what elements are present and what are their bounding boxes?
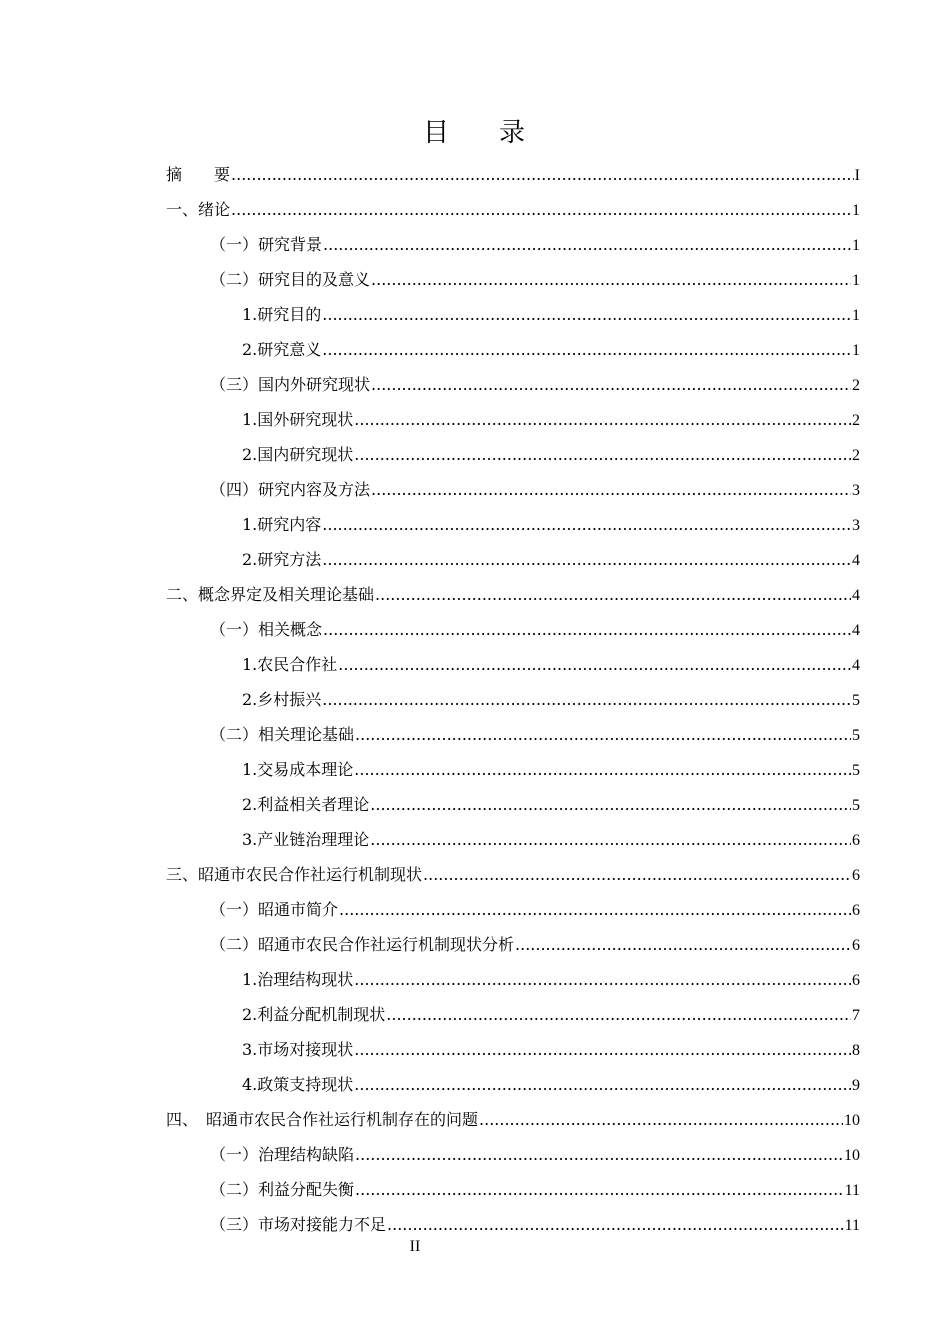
toc-entry[interactable]: [166, 402, 860, 437]
toc-entry-page: 9: [852, 1077, 860, 1094]
toc-entry-title: 2.利益分配机制现状: [242, 1005, 386, 1024]
toc-entry[interactable]: [166, 682, 860, 717]
toc-entry-page: 4: [852, 657, 860, 674]
toc-entry-title: 一、绪论: [166, 200, 231, 219]
toc-entry[interactable]: [166, 367, 860, 402]
toc-entry[interactable]: [166, 227, 860, 262]
toc-entry[interactable]: [166, 857, 860, 892]
toc-entry-title: 1.治理结构现状: [242, 970, 354, 989]
toc-entry-page: 10: [844, 1147, 860, 1164]
toc-entry[interactable]: [166, 787, 860, 822]
toc-dot-leader: [370, 822, 851, 857]
toc-entry[interactable]: [166, 927, 860, 962]
toc-entry[interactable]: [166, 577, 860, 612]
toc-entry[interactable]: [166, 437, 860, 472]
toc-entry[interactable]: [166, 717, 860, 752]
toc-entry-page: 5: [852, 692, 860, 709]
toc-entry-title: （一）相关概念: [210, 620, 323, 639]
toc-entry-title: （三）国内外研究现状: [210, 375, 371, 394]
toc-dot-leader: [322, 542, 851, 577]
toc-dot-leader: [354, 402, 851, 437]
toc-dot-leader: [354, 437, 851, 472]
toc-entry-title: （一）研究背景: [210, 235, 323, 254]
page-title: [0, 112, 950, 149]
toc-entry-title: （一）昭通市简介: [210, 900, 339, 919]
toc-entry-page: 10: [844, 1112, 860, 1129]
toc-entry[interactable]: [166, 472, 860, 507]
toc-entry-page: 8: [852, 1042, 860, 1059]
toc-entry-page: 5: [852, 727, 860, 744]
toc-entry-page: 1: [852, 272, 860, 289]
toc-entry[interactable]: [166, 332, 860, 367]
toc-entry[interactable]: [166, 892, 860, 927]
toc-entry-title: （三）市场对接能力不足: [210, 1215, 387, 1234]
toc-entry-page: 3: [852, 517, 860, 534]
toc-entry[interactable]: [166, 507, 860, 542]
toc-entry-title: （一）治理结构缺陷: [210, 1145, 355, 1164]
toc-entry-title: 2.乡村振兴: [242, 690, 322, 709]
toc-entry-page: 6: [852, 937, 860, 954]
toc-entry[interactable]: [166, 262, 860, 297]
toc-dot-leader: [322, 507, 851, 542]
toc-dot-leader: [354, 752, 851, 787]
toc-entry-page: 1: [852, 237, 860, 254]
table-of-contents: [166, 157, 860, 1242]
toc-dot-leader: [322, 297, 851, 332]
toc-entry-title: （二）研究目的及意义: [210, 270, 371, 289]
toc-dot-leader: [231, 192, 851, 227]
toc-entry-title: 3.产业链治理理论: [242, 830, 370, 849]
toc-entry-title: 2.研究方法: [242, 550, 322, 569]
toc-dot-leader: [354, 1067, 851, 1102]
toc-dot-leader: [371, 472, 851, 507]
toc-dot-leader: [371, 262, 851, 297]
toc-entry-page: 7: [852, 1007, 860, 1024]
toc-dot-leader: [375, 577, 851, 612]
toc-dot-leader: [354, 962, 851, 997]
toc-dot-leader: [355, 1172, 844, 1207]
toc-entry-page: 5: [852, 797, 860, 814]
toc-dot-leader: [323, 612, 851, 647]
toc-entry-title: 1.国外研究现状: [242, 410, 354, 429]
toc-entry-page: 3: [852, 482, 860, 499]
toc-dot-leader: [323, 227, 851, 262]
toc-entry-title: 二、概念界定及相关理论基础: [166, 585, 375, 604]
toc-entry-title: 摘 要: [166, 165, 231, 184]
toc-entry-title: （二）昭通市农民合作社运行机制现状分析: [210, 935, 515, 954]
toc-entry[interactable]: [166, 297, 860, 332]
toc-dot-leader: [231, 157, 854, 192]
toc-entry-page: 4: [852, 552, 860, 569]
toc-entry-title: 四、 昭通市农民合作社运行机制存在的问题: [166, 1110, 479, 1129]
toc-entry-page: 1: [852, 202, 860, 219]
toc-entry-page: 2: [852, 377, 860, 394]
toc-entry[interactable]: [166, 752, 860, 787]
toc-entry-title: 2.研究意义: [242, 340, 322, 359]
toc-entry-page: 6: [852, 902, 860, 919]
toc-entry[interactable]: [166, 192, 860, 227]
page-number: II: [409, 1238, 421, 1255]
toc-entry-title: 2.国内研究现状: [242, 445, 354, 464]
toc-dot-leader: [354, 1032, 851, 1067]
toc-entry-page: 4: [852, 587, 860, 604]
toc-entry-title: 4.政策支持现状: [242, 1075, 354, 1094]
toc-entry[interactable]: [166, 1102, 860, 1137]
toc-entry-page: 1: [852, 342, 860, 359]
toc-dot-leader: [479, 1102, 843, 1137]
toc-entry-title: 2.利益相关者理论: [242, 795, 370, 814]
toc-entry-title: 1.研究目的: [242, 305, 322, 324]
toc-entry-page: 11: [844, 1217, 860, 1234]
toc-entry-page: 11: [844, 1182, 860, 1199]
toc-entry-title: 三、昭通市农民合作社运行机制现状: [166, 865, 423, 884]
toc-entry[interactable]: [166, 1137, 860, 1172]
toc-entry-page: 2: [852, 412, 860, 429]
toc-dot-leader: [338, 647, 851, 682]
toc-entry[interactable]: [166, 612, 860, 647]
toc-entry-page: 6: [852, 972, 860, 989]
toc-dot-leader: [387, 1207, 844, 1242]
toc-entry[interactable]: [166, 1207, 860, 1242]
toc-entry-page: 1: [852, 307, 860, 324]
toc-entry[interactable]: [166, 822, 860, 857]
toc-entry-page: 4: [852, 622, 860, 639]
toc-entry[interactable]: [166, 542, 860, 577]
toc-entry-title: （四）研究内容及方法: [210, 480, 371, 499]
toc-entry[interactable]: [166, 1067, 860, 1102]
toc-entry[interactable]: [166, 1032, 860, 1067]
toc-entry-page: 5: [852, 762, 860, 779]
toc-dot-leader: [339, 892, 851, 927]
toc-entry[interactable]: [166, 1172, 860, 1207]
toc-entry-page: 6: [852, 832, 860, 849]
toc-entry[interactable]: [166, 962, 860, 997]
toc-dot-leader: [515, 927, 851, 962]
toc-entry-title: （二）利益分配失衡: [210, 1180, 355, 1199]
toc-dot-leader: [370, 787, 851, 822]
toc-dot-leader: [386, 997, 851, 1032]
toc-entry-title: 3.市场对接现状: [242, 1040, 354, 1059]
toc-entry[interactable]: [166, 997, 860, 1032]
toc-dot-leader: [423, 857, 851, 892]
toc-entry-title: （二）相关理论基础: [210, 725, 355, 744]
toc-entry-page: I: [854, 167, 860, 184]
toc-dot-leader: [322, 682, 851, 717]
toc-entry-page: 2: [852, 447, 860, 464]
title-char-2: 录: [499, 118, 528, 148]
toc-entry-title: 1.研究内容: [242, 515, 322, 534]
title-char-1: 目: [422, 118, 451, 148]
toc-entry-title: 1.交易成本理论: [242, 760, 354, 779]
toc-entry-page: 6: [852, 867, 860, 884]
toc-entry-title: 1.农民合作社: [242, 655, 338, 674]
toc-dot-leader: [355, 717, 851, 752]
toc-entry[interactable]: [166, 157, 860, 192]
toc-dot-leader: [322, 332, 851, 367]
toc-dot-leader: [371, 367, 851, 402]
toc-dot-leader: [355, 1137, 843, 1172]
toc-entry[interactable]: [166, 647, 860, 682]
